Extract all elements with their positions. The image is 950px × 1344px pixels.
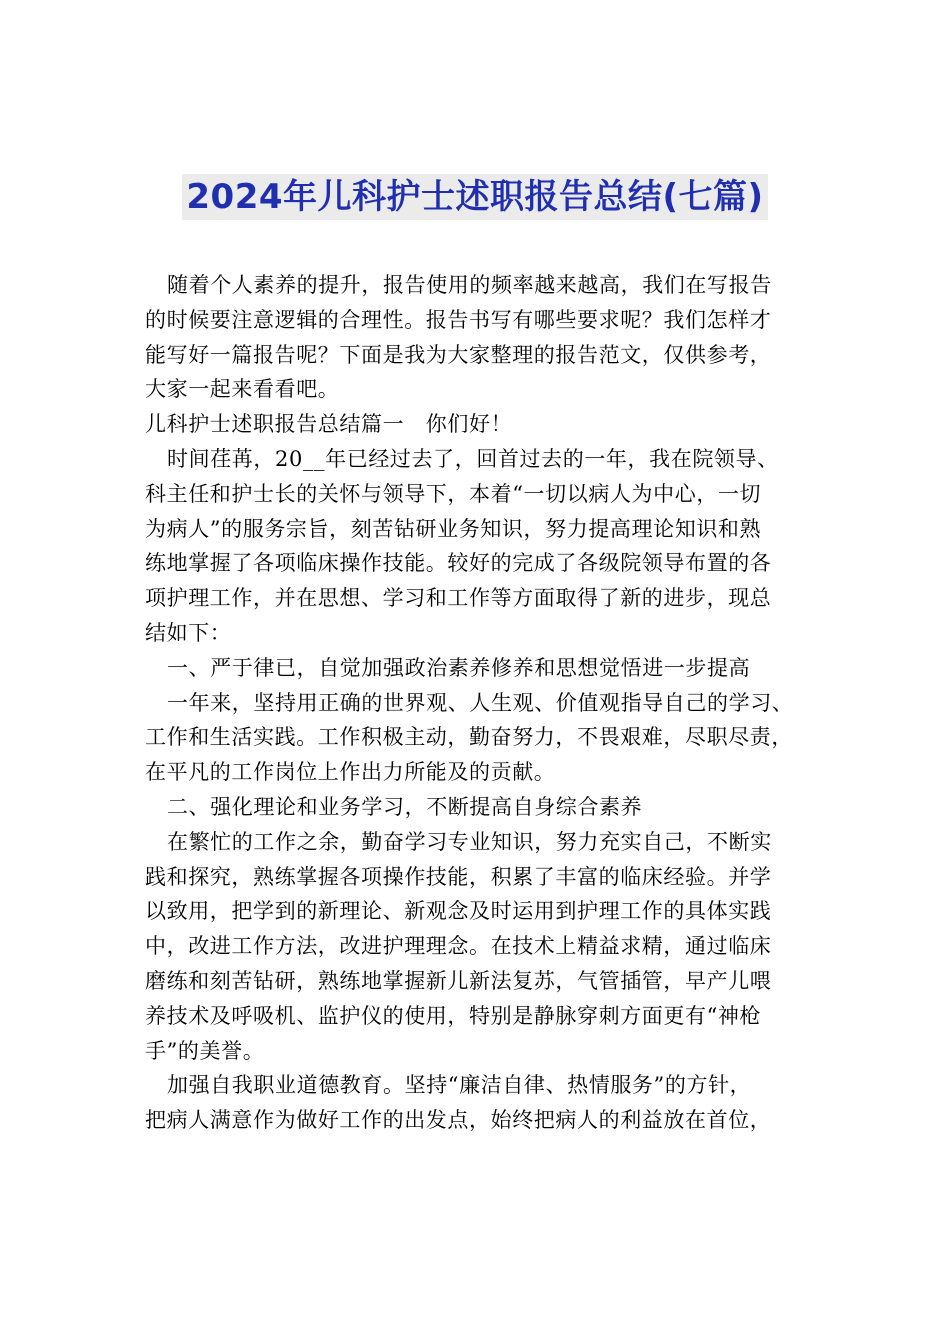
body-line: 随着个人素养的提升，报告使用的频率越来越高，我们在写报告 <box>167 273 772 297</box>
body-line: 养技术及呼吸机、监护仪的使用，特别是静脉穿刺方面更有“神枪 <box>145 1003 762 1028</box>
document-title: 2024年儿科护士述职报告总结(七篇) <box>182 174 767 220</box>
body-line: 在繁忙的工作之余，勤奋学习专业知识，努力充实自己，不断实 <box>167 829 772 854</box>
body-line: 儿科护士述职报告总结篇一 你们好！ <box>145 412 513 437</box>
body-line: 一、严于律已，自觉加强政治素养修养和思想觉悟进一步提高 <box>167 655 751 680</box>
title-container <box>0 174 950 220</box>
body-line: 中，改进工作方法，改进护理理念。在技术上精益求精，通过临床 <box>145 934 772 959</box>
body-line: 践和探究，熟练掌握各项操作技能，积累了丰富的临床经验。并学 <box>145 864 772 889</box>
body-line: 磨练和刻苦钻研，熟练地掌握新儿新法复苏，气管插管，早产儿喂 <box>145 968 772 993</box>
body-line: 结如下： <box>145 620 232 645</box>
body-line: 能写好一篇报告呢？下面是我为大家整理的报告范文，仅供参考， <box>145 342 772 367</box>
body-line: 加强自我职业道德教育。坚持“廉洁自律、热情服务”的方针， <box>167 1073 752 1098</box>
body-line: 项护理工作，并在思想、学习和工作等方面取得了新的进步，现总 <box>145 586 772 611</box>
body-line: 二、强化理论和业务学习，不断提高自身综合素养 <box>167 794 643 819</box>
body-line: 大家一起来看看吧。 <box>145 377 340 402</box>
body-line: 工作和生活实践。工作积极主动，勤奋努力，不畏艰难，尽职尽责， <box>145 725 793 750</box>
body-line: 的时候要注意逻辑的合理性。报告书写有哪些要求呢？我们怎样才 <box>145 307 772 332</box>
body-line: 科主任和护士长的关怀与领导下，本着“一切以病人为中心，一切 <box>145 481 762 506</box>
body-line: 练地掌握了各项临床操作技能。较好的完成了各级院领导布置的各 <box>145 551 772 576</box>
body-line: 把病人满意作为做好工作的出发点，始终把病人的利益放在首位， <box>145 1108 772 1133</box>
body-line: 在平凡的工作岗位上作出力所能及的贡献。 <box>145 760 556 785</box>
body-line: 一年来，坚持用正确的世界观、人生观、价值观指导自己的学习、 <box>167 690 794 715</box>
body-line: 手”的美誉。 <box>145 1038 265 1063</box>
body-line: 为病人”的服务宗旨，刻苦钻研业务知识，努力提高理论知识和熟 <box>145 516 762 541</box>
document-body <box>145 268 835 1138</box>
body-line: 时间荏苒，20__年已经过去了，回首过去的一年，我在院领导、 <box>167 446 779 471</box>
body-line: 以致用，把学到的新理论、新观念及时运用到护理工作的具体实践 <box>145 899 772 924</box>
